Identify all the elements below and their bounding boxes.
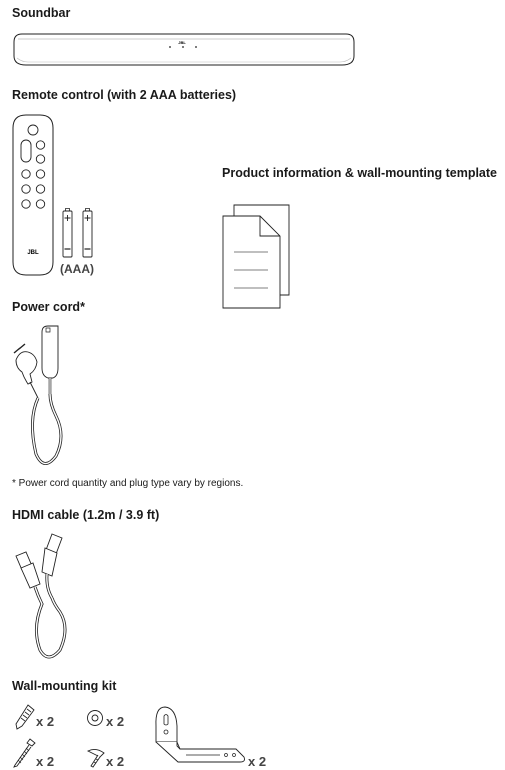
bracket-quantity: x 2	[248, 754, 267, 769]
battery-type-label: (AAA)	[60, 262, 94, 276]
soundbar-logo: JBL	[178, 40, 186, 45]
long-screw-icon	[12, 738, 36, 768]
hdmi-cable-heading: HDMI cable (1.2m / 3.9 ft)	[12, 508, 160, 522]
washer-icon	[86, 709, 104, 727]
power-cord-footnote: * Power cord quantity and plug type vary by regions.	[12, 478, 244, 489]
aaa-battery-icon	[62, 208, 98, 258]
short-screw-icon	[86, 748, 106, 768]
remote-control-illustration	[12, 114, 54, 276]
power-cord-heading: Power cord*	[12, 300, 85, 314]
soundbar-heading: Soundbar	[12, 6, 71, 20]
short-screw-quantity: x 2	[106, 754, 125, 769]
anchor-quantity: x 2	[36, 714, 55, 729]
remote-logo: JBL	[27, 250, 39, 256]
power-cord-illustration	[12, 324, 70, 468]
hdmi-cable-illustration	[12, 532, 76, 660]
document-icon	[222, 204, 292, 310]
wall-bracket-icon	[150, 704, 246, 768]
long-screw-quantity: x 2	[36, 754, 55, 769]
product-info-heading: Product information & wall-mounting template	[222, 166, 497, 180]
wall-anchor-icon	[14, 704, 36, 730]
remote-heading: Remote control (with 2 AAA batteries)	[12, 88, 237, 102]
soundbar-illustration	[12, 32, 356, 68]
wall-mounting-kit-heading: Wall-mounting kit	[12, 679, 117, 693]
washer-quantity: x 2	[106, 714, 125, 729]
